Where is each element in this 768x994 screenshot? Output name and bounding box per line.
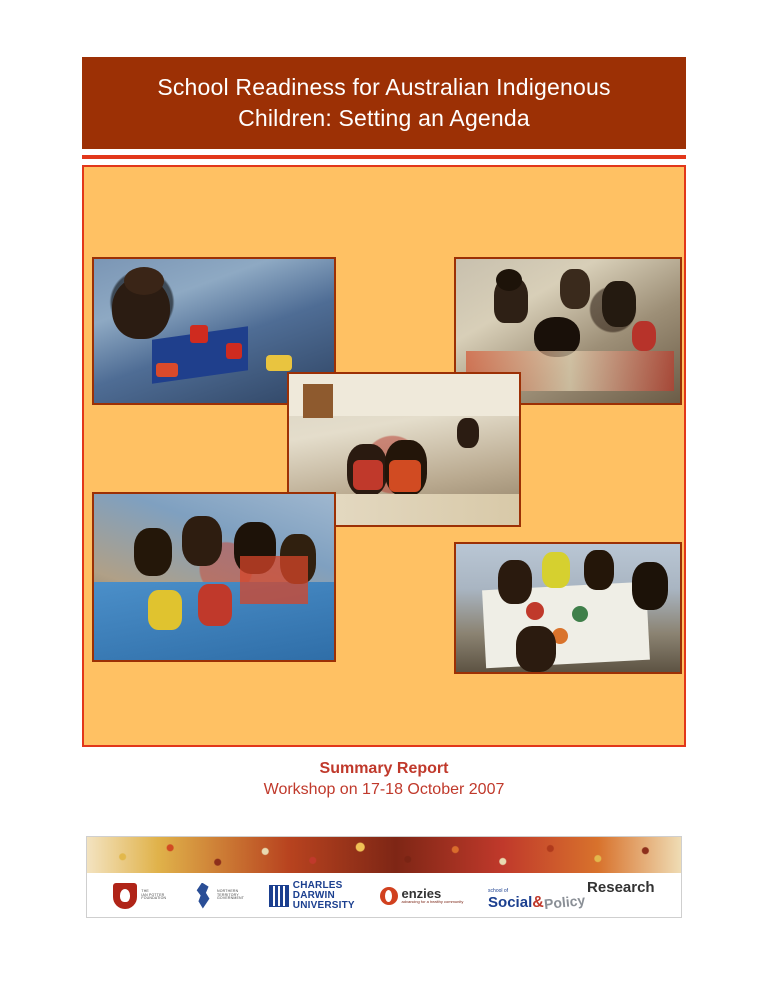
- logo-menzies-text: [402, 887, 464, 904]
- photo-bottom-left-image: [94, 494, 334, 660]
- logo-word-research: Research: [587, 879, 655, 896]
- aboriginal-dot-painting-band: [87, 837, 681, 873]
- logo-line: IAN POTTER: [141, 892, 165, 897]
- logo-ian-potter-foundation-text: [141, 890, 166, 901]
- logo-charles-darwin-university: [269, 881, 355, 911]
- partner-logos-row: [87, 873, 681, 918]
- logo-word-policy: Policy: [543, 891, 586, 913]
- page-title: [139, 72, 628, 134]
- logo-word-social: Social: [488, 894, 533, 911]
- photo-collage-panel: [82, 165, 686, 747]
- logo-nt-government-text: [217, 890, 244, 901]
- logo-social-policy-research: [488, 879, 655, 912]
- logo-charles-darwin-university-text: [293, 881, 355, 911]
- logo-line: CHARLES: [292, 879, 343, 891]
- caption-primary: Summary Report: [319, 760, 449, 777]
- report-caption: [0, 758, 768, 801]
- logo-line: GOVERNMENT: [216, 896, 245, 901]
- caption-secondary: Workshop on 17-18 October 2007: [263, 781, 505, 798]
- page-title-line-1: School Readiness for Australian Indigenous: [157, 74, 611, 100]
- photo-bottom-left: [92, 492, 336, 662]
- shield-icon: [113, 883, 137, 909]
- logo-line: TERRITORY: [216, 892, 239, 897]
- logo-ian-potter-foundation: [113, 883, 166, 909]
- logo-prefix: school of: [488, 888, 509, 894]
- document-title-banner: [82, 57, 686, 149]
- logo-line: UNIVERSITY: [292, 899, 355, 911]
- seahorse-icon: [191, 883, 213, 909]
- logo-tagline: advancing for a healthy community: [401, 899, 464, 904]
- logo-nt-government: [191, 883, 244, 909]
- logo-line: FOUNDATION: [141, 896, 167, 901]
- logo-line: DARWIN: [292, 889, 335, 901]
- logo-line: NORTHERN: [216, 889, 239, 894]
- logo-menzies: [380, 887, 464, 905]
- title-accent-rule: [82, 155, 686, 159]
- logo-social-policy-research-stack: [488, 888, 585, 912]
- partner-logo-strip: [86, 836, 682, 918]
- logo-wordmark: enzies: [401, 886, 442, 901]
- photo-bottom-right-image: [456, 544, 680, 672]
- page-title-line-2: Children: Setting an Agenda: [238, 105, 530, 131]
- photo-bottom-right: [454, 542, 682, 674]
- logo-line: THE: [141, 889, 149, 894]
- logo-word-ampersand: &: [532, 894, 544, 911]
- menzies-icon: [380, 887, 398, 905]
- cdu-icon: [269, 885, 289, 907]
